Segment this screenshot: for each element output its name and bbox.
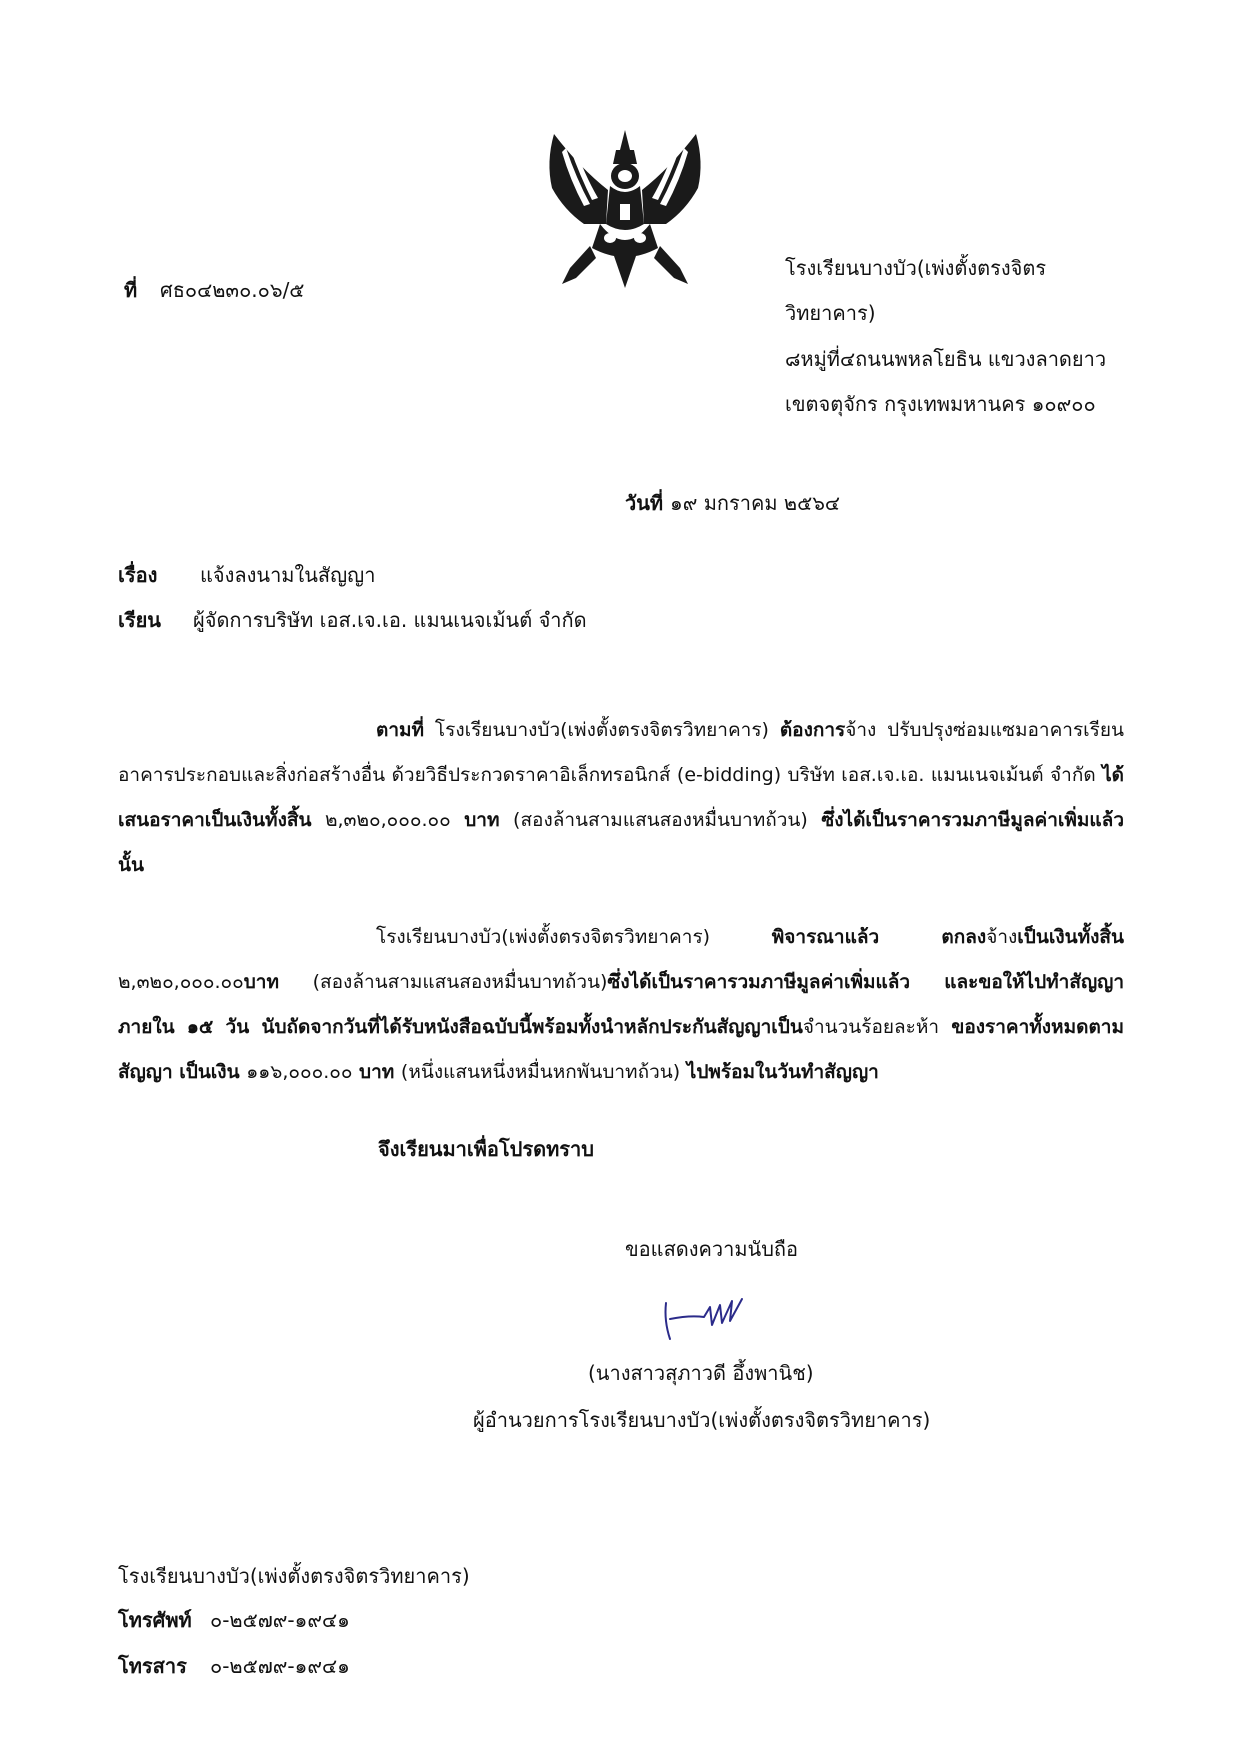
body-paragraph-2 xyxy=(118,915,1124,1095)
body-text: (หนึ่งแสนหนึ่งหมื่นหกพันบาทถ้วน) xyxy=(400,1061,681,1083)
sender-address-line: เขตจตุจักร กรุงเทพมหานคร ๑๐๙๐๐ xyxy=(785,392,1096,416)
body-text: (สองล้านสามแสนสองหมื่นบาทถ้วน) xyxy=(279,971,608,993)
recipient-label: เรียน xyxy=(118,608,161,632)
body-text: บาท xyxy=(464,809,500,831)
body-text: จ้าง ปรับปรุงซ่อมแซมอาคารเรียนอาคารประกอบและสิ่งก่อสร้างอื่น ด้วยวิธีประกวดราคาอิเล็กทรอนิกส์ (e-bidding) บริษัท เอส.เจ.เอ. แมนเนจเม้นต์ จำกัด xyxy=(118,719,1124,786)
recipient-value: ผู้จัดการบริษัท เอส.เจ.เอ. แมนเนจเม้นต์ จำกัด xyxy=(193,608,587,632)
body-text: จำนวนร้อยละห้า xyxy=(802,1016,940,1038)
fax-number: ๐-๒๕๗๙-๑๙๔๑ xyxy=(210,1654,350,1678)
body-text: พิจารณาแล้ว ตกลง xyxy=(771,926,987,948)
reference-number: ศธ๐๔๒๓๐.๐๖/๕ xyxy=(160,278,305,302)
body-text: ไปพร้อมในวันทำสัญญา xyxy=(680,1061,879,1083)
sender-address-line: ๘หมู่ที่๔ถนนพหลโยธิน แขวงลาดยาว xyxy=(785,347,1107,371)
body-text: ของราคาทั้งหมดตามสัญญา เป็นเงิน xyxy=(118,1016,1124,1083)
body-text: จ้าง xyxy=(986,926,1018,948)
subject-value: แจ้งลงนามในสัญญา xyxy=(200,563,376,587)
handwritten-signature xyxy=(660,1295,750,1345)
body-text: บาท xyxy=(243,971,280,993)
body-text: ซึ่งได้เป็นราคารวมภาษีมูลค่าเพิ่มแล้ว นั้น xyxy=(118,809,1124,876)
garuda-emblem-icon xyxy=(540,128,710,290)
body-text: ๒,๓๒๐,๐๐๐.๐๐ xyxy=(118,971,244,993)
sender-address-line: วิทยาคาร) xyxy=(785,301,876,325)
date-label: วันที่ xyxy=(625,491,664,515)
body-text: ต้องการ xyxy=(779,719,846,741)
body-text: ซึ่งได้เป็นราคารวมภาษีมูลค่าเพิ่มแล้ว และขอให้ไปทำสัญญาภายใน ๑๕ วัน นับถัดจากวันที่ได้รับหนังสือฉบับนี้พร้อมทั้งนำหลักประกันสัญญาเป็น xyxy=(118,971,1124,1038)
sender-address-line: โรงเรียนบางบัว(เพ่งตั้งตรงจิตร xyxy=(785,256,1047,280)
phone-number: ๐-๒๕๗๙-๑๙๔๑ xyxy=(210,1608,350,1632)
body-text: ตามที่ xyxy=(376,719,425,741)
body-text: ๑๑๖,๐๐๐.๐๐ xyxy=(246,1061,353,1083)
fax-label: โทรสาร xyxy=(118,1654,187,1678)
footer-school-name: โรงเรียนบางบัว(เพ่งตั้งตรงจิตรวิทยาคาร) xyxy=(118,1564,470,1588)
body-text: บาท xyxy=(352,1061,401,1083)
body-text: ได้เสนอราคาเป็นเงินทั้งสิ้น xyxy=(118,764,1124,831)
reference-label: ที่ xyxy=(124,278,138,302)
body-text: (สองล้านสามแสนสองหมื่นบาทถ้วน) xyxy=(499,809,822,831)
body-text: ๒,๓๒๐,๐๐๐.๐๐ xyxy=(311,809,465,831)
body-paragraph-1 xyxy=(118,708,1124,888)
closing-line: จึงเรียนมาเพื่อโปรดทราบ xyxy=(378,1137,594,1161)
date-value: ๑๙ มกราคม ๒๕๖๔ xyxy=(670,491,841,515)
signer-name: (นางสาวสุภาวดี อึ้งพานิช) xyxy=(588,1361,814,1385)
body-text: เป็นเงินทั้งสิ้น xyxy=(1017,926,1124,948)
signer-title: ผู้อำนวยการโรงเรียนบางบัว(เพ่งตั้งตรงจิตรวิทยาคาร) xyxy=(473,1408,931,1432)
phone-label: โทรศัพท์ xyxy=(118,1608,192,1632)
body-text: โรงเรียนบางบัว(เพ่งตั้งตรงจิตรวิทยาคาร) xyxy=(376,926,772,948)
regards-text: ขอแสดงความนับถือ xyxy=(625,1237,799,1261)
subject-label: เรื่อง xyxy=(118,563,158,587)
body-text: โรงเรียนบางบัว(เพ่งตั้งตรงจิตรวิทยาคาร) xyxy=(424,719,780,741)
